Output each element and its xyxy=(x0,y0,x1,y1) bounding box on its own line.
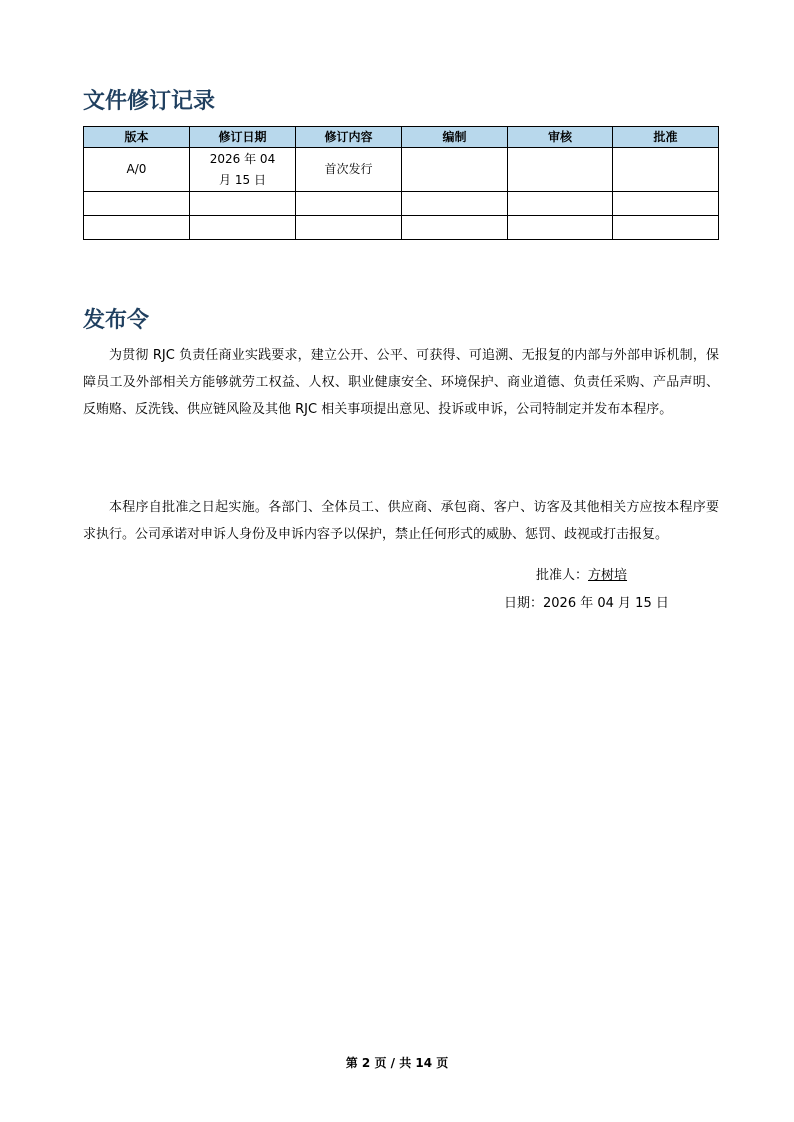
approver-line xyxy=(536,566,627,586)
cell-version xyxy=(84,216,190,240)
cell-prepared-by xyxy=(402,216,508,240)
cell-prepared-by xyxy=(402,148,508,192)
header-prepared-by: 编制 xyxy=(402,127,508,148)
header-reviewed-by: 审核 xyxy=(508,127,613,148)
cell-reviewed-by xyxy=(508,148,613,192)
table-row xyxy=(84,148,719,192)
cell-revision-content: 首次发行 xyxy=(296,148,402,192)
release-order-paragraph: 为贯彻 RJC 负责任商业实践要求，建立公开、公平、可获得、可追溯、无报复的内部与外部申诉机制，保障员工及外部相关方能够就劳工权益、人权、职业健康安全、环境保护、商业道德、负责任采购、产品声明、反贿赂、反洗钱、供应链风险及其他 RJC 相关事项提出意见、投诉或申诉，公司特制定并发布本程序。 xyxy=(83,348,719,417)
release-order-paragraph: 本程序自批准之日起实施。各部门、全体员工、供应商、承包商、客户、访客及其他相关方应按本程序要求执行。公司承诺对申诉人身份及申诉内容予以保护，禁止任何形式的威胁、惩罚、歧视或打击报复。 xyxy=(83,500,719,542)
cell-approved-by xyxy=(613,148,719,192)
cell-approved-by xyxy=(613,216,719,240)
date-label: 日期： xyxy=(504,596,544,611)
table-row xyxy=(84,216,719,240)
header-version: 版本 xyxy=(84,127,190,148)
revision-record-title: 文件修订记录 xyxy=(83,89,216,114)
revision-record-table xyxy=(83,126,719,240)
approver-label: 批准人： xyxy=(536,568,589,583)
header-revision-content: 修订内容 xyxy=(296,127,402,148)
cell-reviewed-by xyxy=(508,216,613,240)
approver-name: 方树培 xyxy=(588,568,628,583)
release-order-title: 发布令 xyxy=(83,308,150,333)
cell-version xyxy=(84,192,190,216)
cell-prepared-by xyxy=(402,192,508,216)
table-row xyxy=(84,192,719,216)
approval-date-line xyxy=(504,594,669,614)
header-approved-by: 批准 xyxy=(613,127,719,148)
cell-approved-by xyxy=(613,192,719,216)
table-header-row xyxy=(84,127,719,148)
cell-revision-content xyxy=(296,192,402,216)
header-revision-date: 修订日期 xyxy=(190,127,296,148)
cell-revision-date: 2026 年 04 月 15 日 xyxy=(190,148,296,192)
cell-revision-content xyxy=(296,216,402,240)
date-value: 2026 年 04 月 15 日 xyxy=(543,596,669,611)
cell-revision-date xyxy=(190,216,296,240)
page-number-footer: 第 2 页 / 共 14 页 xyxy=(345,1056,449,1070)
cell-version: A/0 xyxy=(84,148,190,192)
cell-revision-date xyxy=(190,192,296,216)
cell-reviewed-by xyxy=(508,192,613,216)
